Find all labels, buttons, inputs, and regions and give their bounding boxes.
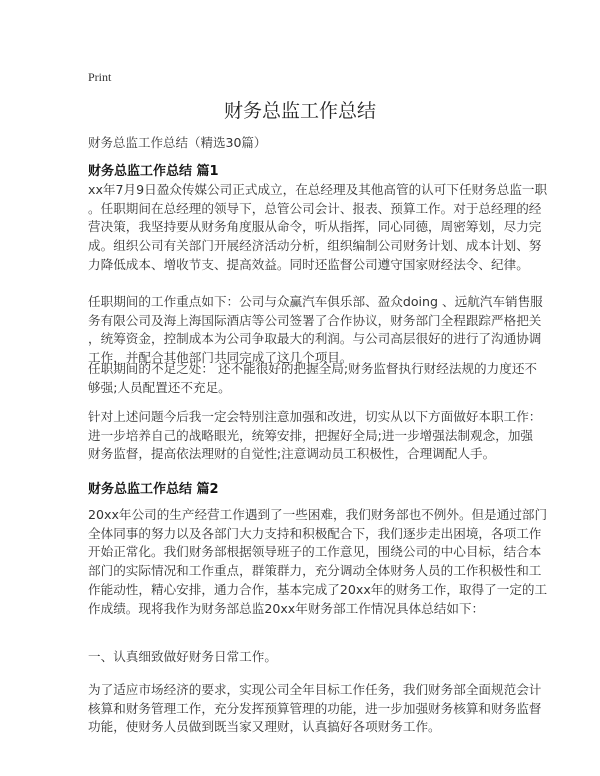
text-line: 开始正常化。我们财务部根据领导班子的工作意见，围绕公司的中心目标，结合本 [88,544,542,560]
text-line: 全体同事的努力以及各部门大力支持和积极配合下，我们逐步走出困境，各项工作 [88,525,542,541]
text-line: 财务监督，提高依法理财的自觉性;注意调动员工积极性，合理调配人手。 [88,446,496,462]
document-subtitle: 财务总监工作总结（精选30篇） [88,135,267,150]
text-line: 核算和财务管理工作，充分发挥预算管理的功能，进一步加强财务核算和财务监督 [88,700,542,716]
text-line: 作能动性，精心安排，通力合作，基本完成了20xx年的财务工作，取得了一定的工 [88,581,548,597]
paragraph [88,408,542,464]
text-line: 进一步培养自己的战略眼光，统筹安排，把握好全局;进一步增强法制观念，加强 [88,427,534,443]
paragraph [88,648,528,667]
text-line: 作成绩。现将我作为财务部总监20xx年财务部工作情况具体总结如下： [88,600,485,616]
text-line: 任职期间的不足之处： 还不能很好的把握全局;财务监督执行财经法规的力度还不 [88,361,538,376]
paragraph [88,293,543,368]
text-line: 针对上述问题今后我一定会特别注意加强和改进，切实从以下方面做好本职工作： [88,409,542,424]
paragraph [88,181,548,275]
text-line: 力降低成本、增收节支、提高效益。同时还监督公司遵守国家财经法令、纪律。 [88,256,529,272]
print-label: Print [88,70,112,84]
text-line: 营决策，我坚持要从财务角度服从命令，听从指挥，同心同德，周密筹划，尽力完 [88,219,542,235]
text-line: 为了适应市场经济的要求，实现公司全年目标工作任务，我们财务部全面规范会计 [88,682,542,697]
text-line: 部门的实际情况和工作重点，群策群力，充分调动全体财务人员的工作积极性和工 [88,563,542,579]
text-line: ，统筹资金，控制成本为公司争取最大的利润。与公司高层很好的进行了沟通协调 [88,331,542,347]
paragraph [88,506,548,618]
paragraph [88,360,538,397]
text-line: 20xx年公司的生产经营工作遇到了一些困难，我们财务部也不例外。但是通过部门 [88,507,548,522]
section-heading: 财务总监工作总结 篇1 [88,164,219,179]
text-line: xx年7月9日盈众传媒公司正式成立，在总经理及其他高管的认可下任财务总监一职 [88,182,548,197]
text-line: 。任职期间在总经理的领导下，总管公司会计、报表、预算工作。对于总经理的经 [88,200,542,216]
text-line: 成。组织公司有关部门开展经济活动分析，组织编制公司财务计划、成本计划、努 [88,238,542,254]
document-title: 财务总监工作总结 [223,100,376,122]
text-line: 够强;人员配置还不充足。 [88,379,231,395]
paragraph [88,681,542,737]
text-line: 工作，并配合其他部门共同完成了这几个项目。 [88,350,353,366]
text-line: 一、认真细致做好财务日常工作。 [88,649,277,664]
text-line: 任职期间的工作重点如下：公司与众赢汽车俱乐部、盈众doing 、远航汽车销售服 [88,294,543,309]
text-line: 功能，使财务人员做到既当家又理财，认真搞好各项财务工作。 [88,719,441,735]
text-line: 务有限公司及海上海国际酒店等公司签署了合作协议，财务部门全程跟踪严格把关 [88,312,542,328]
section-heading: 财务总监工作总结 篇2 [88,482,219,497]
